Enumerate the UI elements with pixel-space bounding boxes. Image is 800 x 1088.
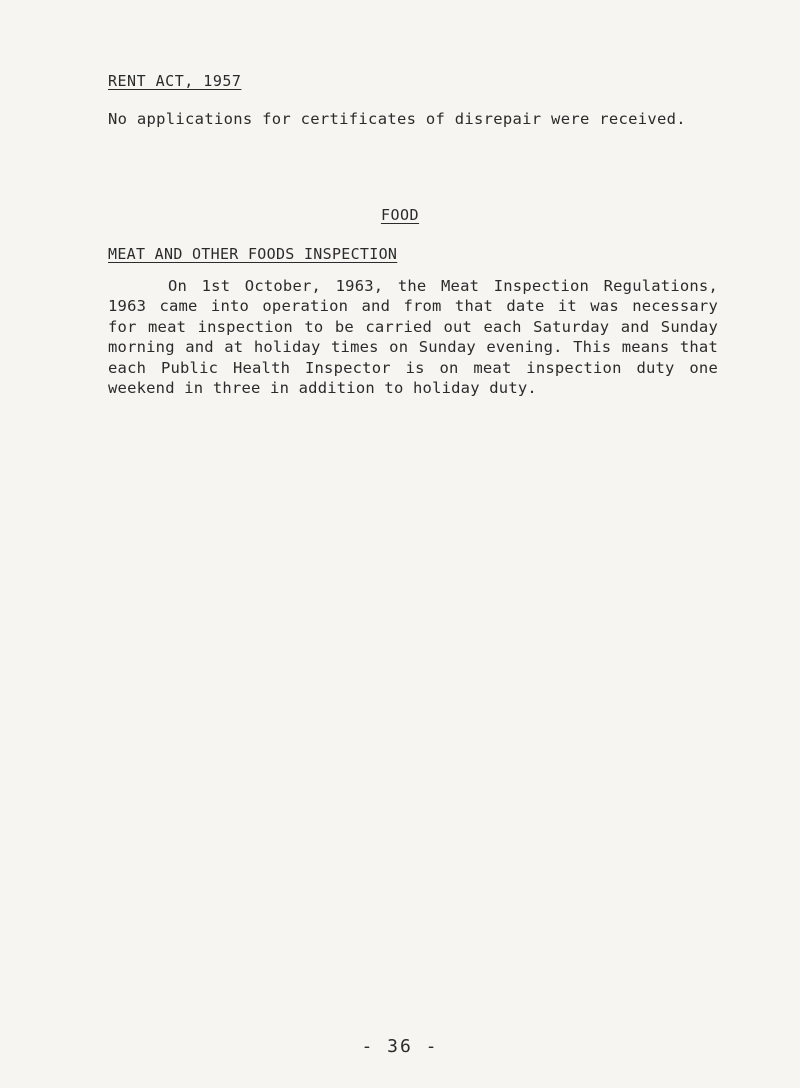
meat-inspection-paragraph: On 1st October, 1963, the Meat Inspection Regulations, 1963 came into operation and from that date it was necessary for meat inspection to be carried out each Saturday and Sunday morning and at holiday times on Sunday evening. This means that each Public Health Inspector is on meat inspection duty one weekend in three in addition to holiday duty. [108,277,718,398]
meat-inspection-heading: MEAT AND OTHER FOODS INSPECTION [108,245,398,263]
rent-act-heading: RENT ACT, 1957 [108,72,242,90]
rent-act-text: No applications for certificates of disrepair were received. [108,110,686,128]
page-number: - 36 - [361,1036,439,1057]
food-heading: FOOD [380,206,420,224]
